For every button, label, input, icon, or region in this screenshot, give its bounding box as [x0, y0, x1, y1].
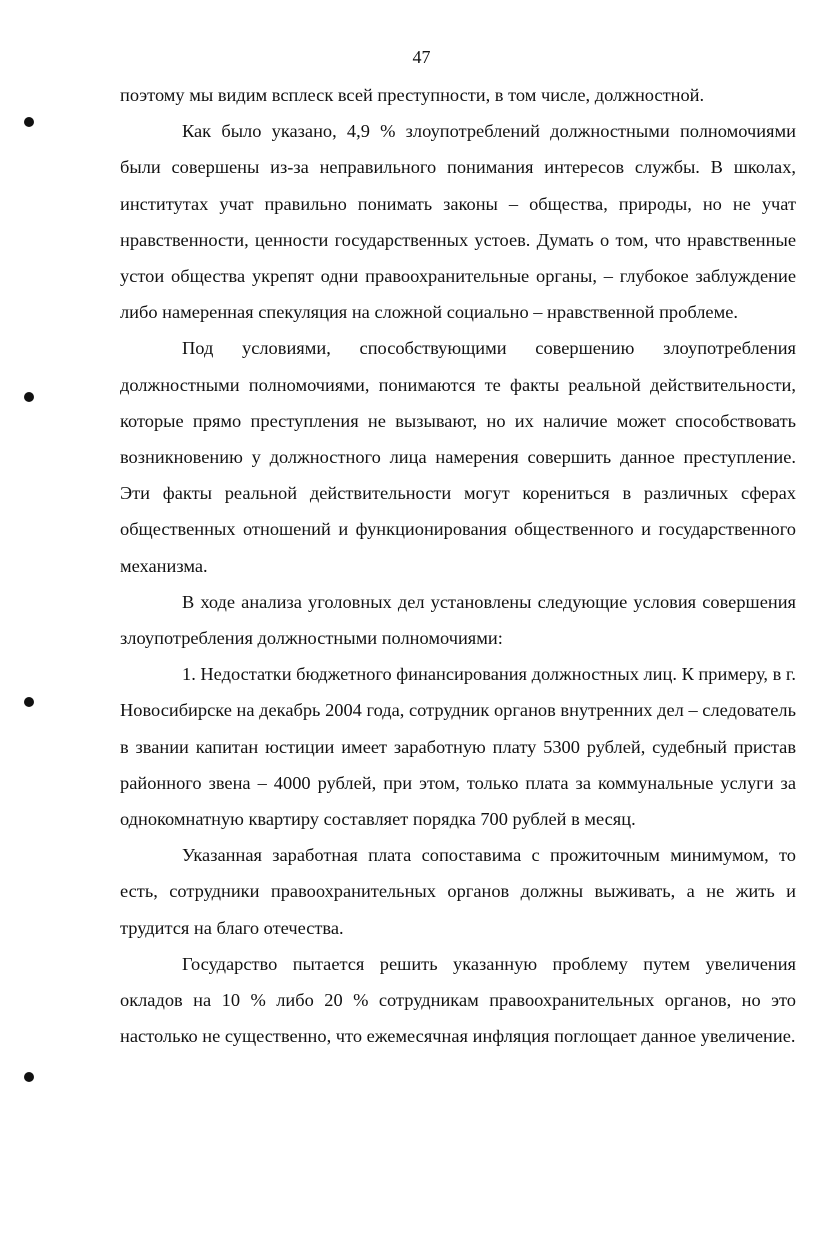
paragraph: Указанная заработная плата сопоставима с прожиточным минимумом, то есть, сотрудники правоохранительных органов должны выживать, а не жить и трудится на благо отечества. — [120, 845, 796, 938]
binding-hole-mark — [24, 697, 34, 707]
paragraph: В ходе анализа уголовных дел установлены следующие условия совершения злоупотребления должностными полномочиями: — [120, 591, 796, 649]
paragraph: Как было указано, 4,9 % злоупотреблений должностными полномочиями были совершены из-за неправильного понимания интересов службы. В школах, институтах учат правильно понимать законы – общества, природы, но не учат нравственности, ценности государственных устоев. Думать о том, что нравственные устои общества укрепят одни правоохранительные органы, – глубокое заблуждение либо намеренная спекуляция на сложной социально – нравственной проблеме. — [120, 121, 796, 323]
document-body — [120, 77, 796, 1054]
binding-hole-mark — [24, 1072, 34, 1082]
paragraph: 1. Недостатки бюджетного финансирования должностных лиц. К примеру, в г. Новосибирске на декабрь 2004 года, сотрудник органов внутренних дел – следователь в звании капитан юстиции имеет заработную плату 5300 рублей, судебный пристав районного звена – 4000 рублей, при этом, только плата за коммунальные услуги за однокомнатную квартиру составляет порядка 700 рублей в месяц. — [120, 664, 796, 830]
paragraph: поэтому мы видим всплеск всей преступности, в том числе, должностной. — [120, 85, 705, 105]
binding-hole-mark — [24, 117, 34, 127]
paragraph: Под условиями, способствующими совершению злоупотребления должностными полномочиями, понимаются те факты реальной действительности, которые прямо преступления не вызывают, но их наличие может способствовать возникновению у должностного лица намерения совершить данное преступление. Эти факты реальной действительности могут корениться в различных сферах общественных отношений и функционирования общественного и государственного механизма. — [120, 338, 796, 576]
paragraph: Государство пытается решить указанную проблему путем увеличения окладов на 10 % либо 20 % сотрудникам правоохранительных органов, но это настолько не существенно, что ежемесячная инфляция поглощает данное увеличение. — [120, 953, 796, 1047]
binding-hole-mark — [24, 392, 34, 402]
page-number: 47 — [412, 47, 431, 67]
